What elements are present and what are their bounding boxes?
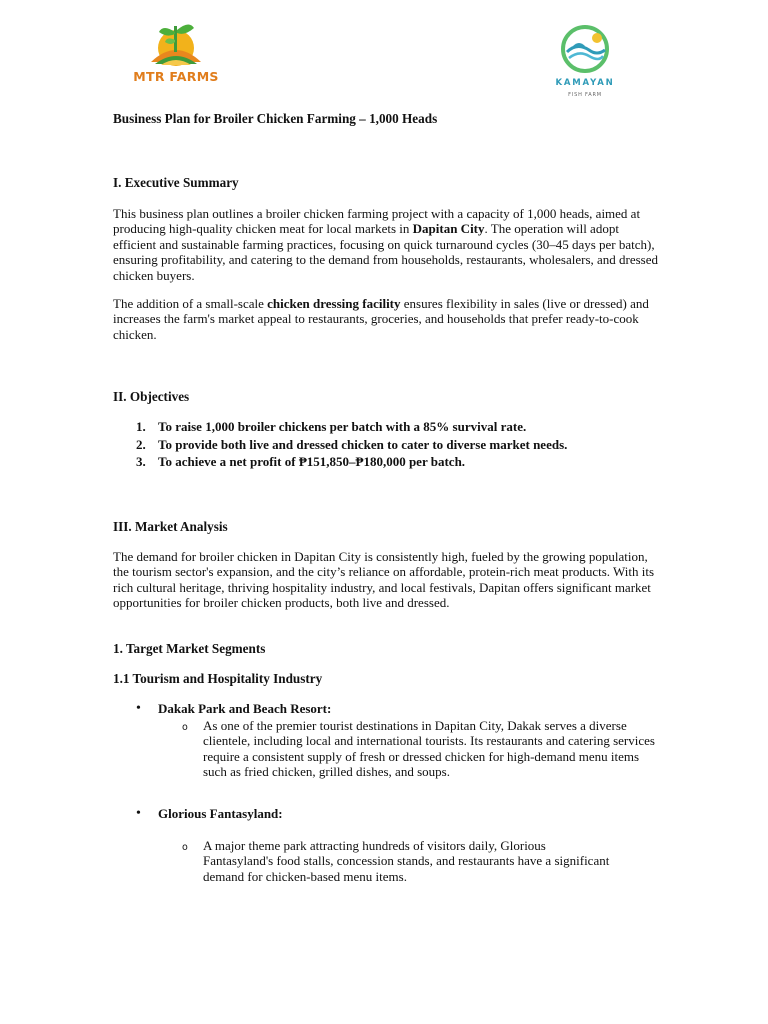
objective-text: To raise 1,000 broiler chickens per batch with a 85% survival rate. [158, 419, 527, 434]
segment-name: Dakak Park and Beach Resort: [158, 701, 332, 716]
objectives-heading: II. Objectives [113, 389, 190, 404]
farm-emblem-icon [131, 18, 221, 70]
market-analysis-heading: III. Market Analysis [113, 519, 228, 534]
exec-p1-text-c: . The operation will adopt efficient and sustainable farming practices, focusing on quick turnaround cycles (30–45 days per batch), ensuring profitability, and catering to the demand from households, restaurants, wholesalers, and dressed chicken buyers. [113, 221, 659, 283]
bullet-icon: • [136, 806, 141, 821]
fish-farm-emblem-icon [549, 24, 621, 76]
objective-number: 2. [136, 437, 146, 452]
segment-name: Glorious Fantasyland: [158, 806, 283, 821]
kamayan-logo [549, 24, 621, 116]
document-title: Business Plan for Broiler Chicken Farming – 1,000 Heads [113, 111, 438, 126]
exec-p1-text-a: This business plan outlines a broiler chicken farming project with a capacity of 1,000 heads, aimed at producing high-quality chicken meat for local markets in [113, 206, 641, 237]
objective-number: 1. [136, 419, 146, 434]
executive-summary-paragraph-2 [113, 296, 658, 342]
tourism-hospitality-heading: 1.1 Tourism and Hospitality Industry [113, 671, 323, 686]
bullet-icon: • [136, 701, 141, 716]
segment-description: As one of the premier tourist destinations in Dapitan City, Dakak serves a diverse clientele, including local and international tourists. Its restaurants and catering services require a consistent supply of fresh or dressed chicken for high-demand menu items such as fried chicken, grilled dishes, and soups. [203, 718, 655, 780]
sub-bullet-icon: o [182, 722, 188, 733]
objective-text: To achieve a net profit of ₱151,850–₱180,000 per batch. [158, 454, 466, 469]
objective-text: To provide both live and dressed chicken to cater to diverse market needs. [158, 437, 568, 452]
exec-p1-bold: Dapitan City [412, 221, 485, 237]
objective-number: 3. [136, 454, 146, 469]
sub-bullet-icon: o [182, 842, 188, 853]
exec-p2-text-a: The addition of a small-scale [113, 296, 268, 311]
executive-summary-heading: I. Executive Summary [113, 175, 239, 190]
executive-summary-paragraph-1 [113, 206, 658, 283]
market-analysis-intro: The demand for broiler chicken in Dapitan City is consistently high, fueled by the growing population, the tourism sector's expansion, and the city’s reliance on affordable, protein-rich meat products. With its rich cultural heritage, thriving hospitality industry, and local festivals, Dapitan offers significant market opportunities for broiler chicken products, both live and dressed. [113, 549, 655, 611]
exec-p2-text-c: ensures flexibility in sales (live or dressed) and increases the farm's market appeal to restaurants, groceries, and households that prefer ready-to-cook chicken. [113, 296, 649, 342]
mtr-farms-logo [131, 18, 221, 90]
mtr-farms-logo-text: MTR FARMS [133, 69, 219, 84]
kamayan-logo-subtitle: FISH FARM [568, 92, 602, 98]
kamayan-logo-text: KAMAYAN [555, 78, 615, 88]
exec-p2-bold: chicken dressing facility [267, 296, 401, 311]
target-market-segments-heading: 1. Target Market Segments [113, 641, 266, 656]
segment-description: A major theme park attracting hundreds of visitors daily, Glorious Fantasyland's food stalls, concession stands, and restaurants have a significant demand for chicken-based menu items. [203, 838, 610, 884]
